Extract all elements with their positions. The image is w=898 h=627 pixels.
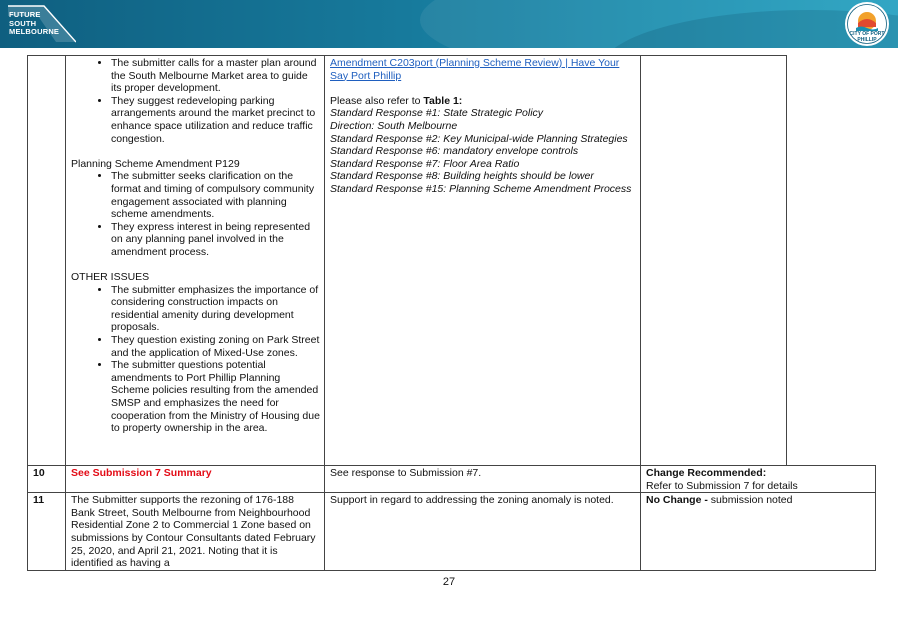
recommendation-cell: Change Recommended: Refer to Submission 7 for details [641,466,876,493]
city-of-port-phillip-seal: CITY OF PORT PHILLIP [844,1,890,47]
row-number-cell: 11 [28,493,66,571]
section-heading: Planning Scheme Amendment P129 [71,157,240,170]
response-cell: Support in regard to addressing the zoning anomaly is noted. [325,493,641,571]
row-number-cell: 10 [28,466,66,493]
standard-response: Standard Response #1: State Strategic Policy [330,107,544,120]
recommendation-cell: No Change - submission noted [641,493,876,571]
submission-summary-cell: The Submitter supports the rezoning of 176-188 Bank Street, South Melbourne from Neighbourhood Residential Zone 2 to Commercial 1 Zone based on submissions by Contour Consultants dated February 25, 2020, and April 21, 2021. Noting that it is identified as having a [66,493,325,571]
list-item: • They express interest in being represented on any planning panel involved in the amendment process. [111,221,320,259]
response-cell [325,56,641,466]
submissions-table [27,55,876,571]
submission-summary-cell: See Submission 7 Summary [66,466,325,493]
list-item: • The submitter emphasizes the importance of considering construction impacts on residential amenity during development proposals. [111,284,320,334]
standard-response: Standard Response #6: mandatory envelope controls [330,145,579,158]
page-number: 27 [442,576,456,588]
page-header [0,0,898,48]
standard-response: Direction: South Melbourne [330,119,458,132]
blank-cell [787,56,876,466]
future-south-melbourne-logo: FUTURE SOUTH MELBOURNE [6,2,76,44]
standard-response: Standard Response #8: Building heights should be lower [330,170,594,183]
table-row [28,56,876,466]
have-your-say-link[interactable]: Amendment C203port (Planning Scheme Review) | Have Your Say Port Phillip [330,57,620,82]
standard-response: Standard Response #2: Key Municipal-wide Planning Strategies [330,132,628,145]
bullet-list [71,170,320,258]
submission-summary-cell [66,56,325,466]
list-item: • They suggest redeveloping parking arrangements around the market precinct to enhance space utilization and reduce traffic congestion. [111,95,320,145]
list-item: • They question existing zoning on Park Street and the application of Mixed-Use zones. [111,334,320,359]
recommendation-cell [641,56,787,466]
table-row [28,493,876,571]
response-cell: See response to Submission #7. [325,466,641,493]
standard-response: Standard Response #15: Planning Scheme Amendment Process [330,182,632,195]
list-item: • The submitter questions potential amendments to Port Phillip Planning Scheme policies resulting from the amended SMSP and emphasizes the need for cooperation from the Ministry of Housing due to property ownership in the area. [111,359,320,435]
list-item: • The submitter calls for a master plan around the South Melbourne Market area to guide its proper development. [111,57,320,95]
bullet-list [71,57,320,145]
section-heading: OTHER ISSUES [71,271,150,284]
table-row [28,466,876,493]
bullet-list [71,284,320,435]
row-number-cell [28,56,66,466]
list-item: • The submitter seeks clarification on the format and timing of compulsory community engagement associated with planning scheme amendments. [111,170,320,220]
standard-response: Standard Response #7: Floor Area Ratio [330,157,520,170]
refer-line: Please also refer to Table 1: [330,94,463,107]
